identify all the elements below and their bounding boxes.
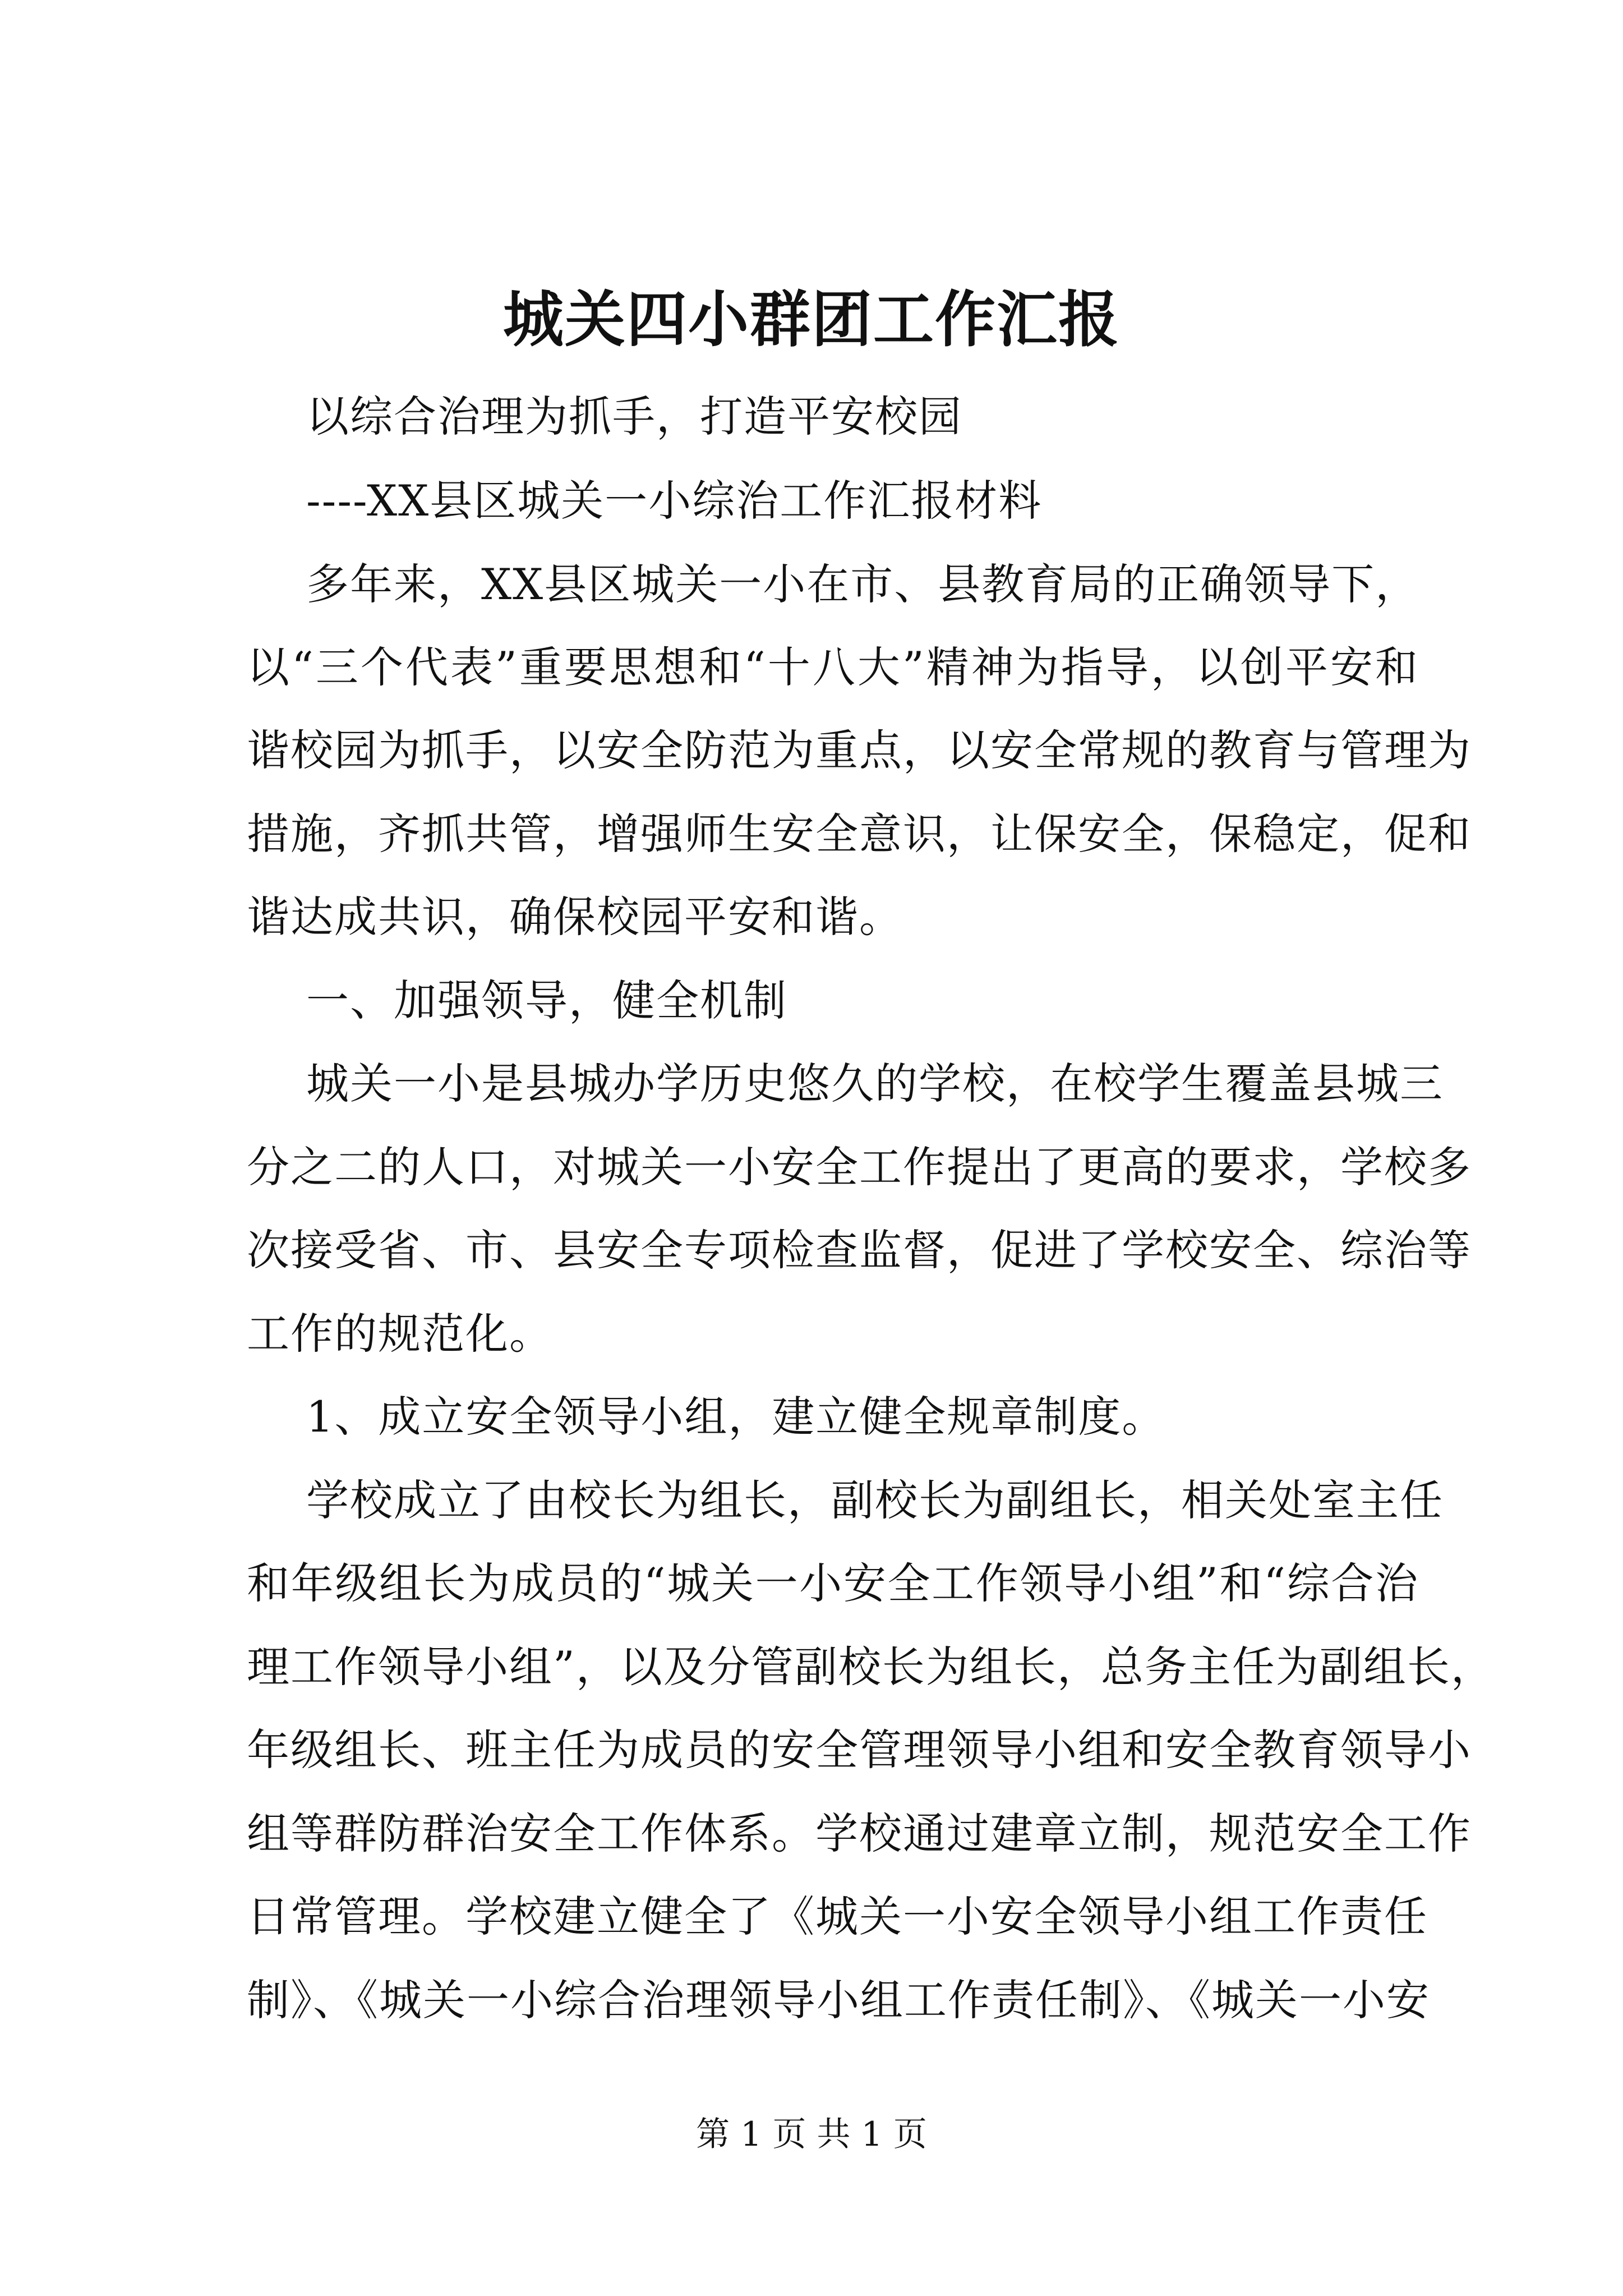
- section-heading: 一、加强领导，健全机制: [306, 976, 787, 1025]
- paragraph-line: 多年来，XX县区城关一小在市、县教育局的正确领导下，: [306, 559, 1419, 609]
- paragraph-line: 理工作领导小组”，以及分管副校长为组长，总务主任为副组长，: [247, 1642, 1495, 1692]
- paragraph-line: 谐达成共识，确保校园平安和谐。: [247, 892, 903, 942]
- paragraph-line: 学校成立了由校长为组长，副校长为副组长，相关处室主任: [306, 1475, 1444, 1525]
- page-footer: 第 1 页 共 1 页: [696, 2115, 927, 2154]
- paragraph-line: 以“三个代表”重要思想和“十八大”精神为指导，以创平安和: [247, 642, 1419, 692]
- subsection-heading: 1、成立安全领导小组，建立健全规章制度。: [306, 1392, 1166, 1442]
- paragraph-line: 分之二的人口，对城关一小安全工作提出了更高的要求，学校多: [247, 1142, 1472, 1192]
- subtitle-source: ----XX县区城关一小综治工作汇报材料: [306, 476, 1043, 526]
- document-title: 城关四小群团工作汇报: [502, 284, 1120, 355]
- paragraph-line: 组等群防群治安全工作体系。学校通过建章立制，规范安全工作: [247, 1809, 1472, 1858]
- paragraph-line: 和年级组长为成员的“城关一小安全工作领导小组”和“综合治: [247, 1558, 1419, 1608]
- paragraph-line: 日常管理。学校建立健全了《城关一小安全领导小组工作责任: [247, 1892, 1428, 1941]
- paragraph-line: 年级组长、班主任为成员的安全管理领导小组和安全教育领导小: [247, 1725, 1472, 1775]
- paragraph-line: 次接受省、市、县安全专项检查监督，促进了学校安全、综治等: [247, 1225, 1472, 1275]
- paragraph-line: 谐校园为抓手，以安全防范为重点，以安全常规的教育与管理为: [247, 725, 1472, 775]
- paragraph-line: 工作的规范化。: [247, 1309, 553, 1359]
- paragraph-line: 城关一小是县城办学历史悠久的学校，在校学生覆盖县城三: [306, 1059, 1444, 1108]
- paragraph-line: 制》、《城关一小综合治理领导小组工作责任制》、《城关一小安: [247, 1975, 1430, 2025]
- paragraph-line: 措施，齐抓共管，增强师生安全意识，让保安全，保稳定，促和: [247, 809, 1472, 859]
- subtitle: 以综合治理为抓手，打造平安校园: [306, 392, 962, 441]
